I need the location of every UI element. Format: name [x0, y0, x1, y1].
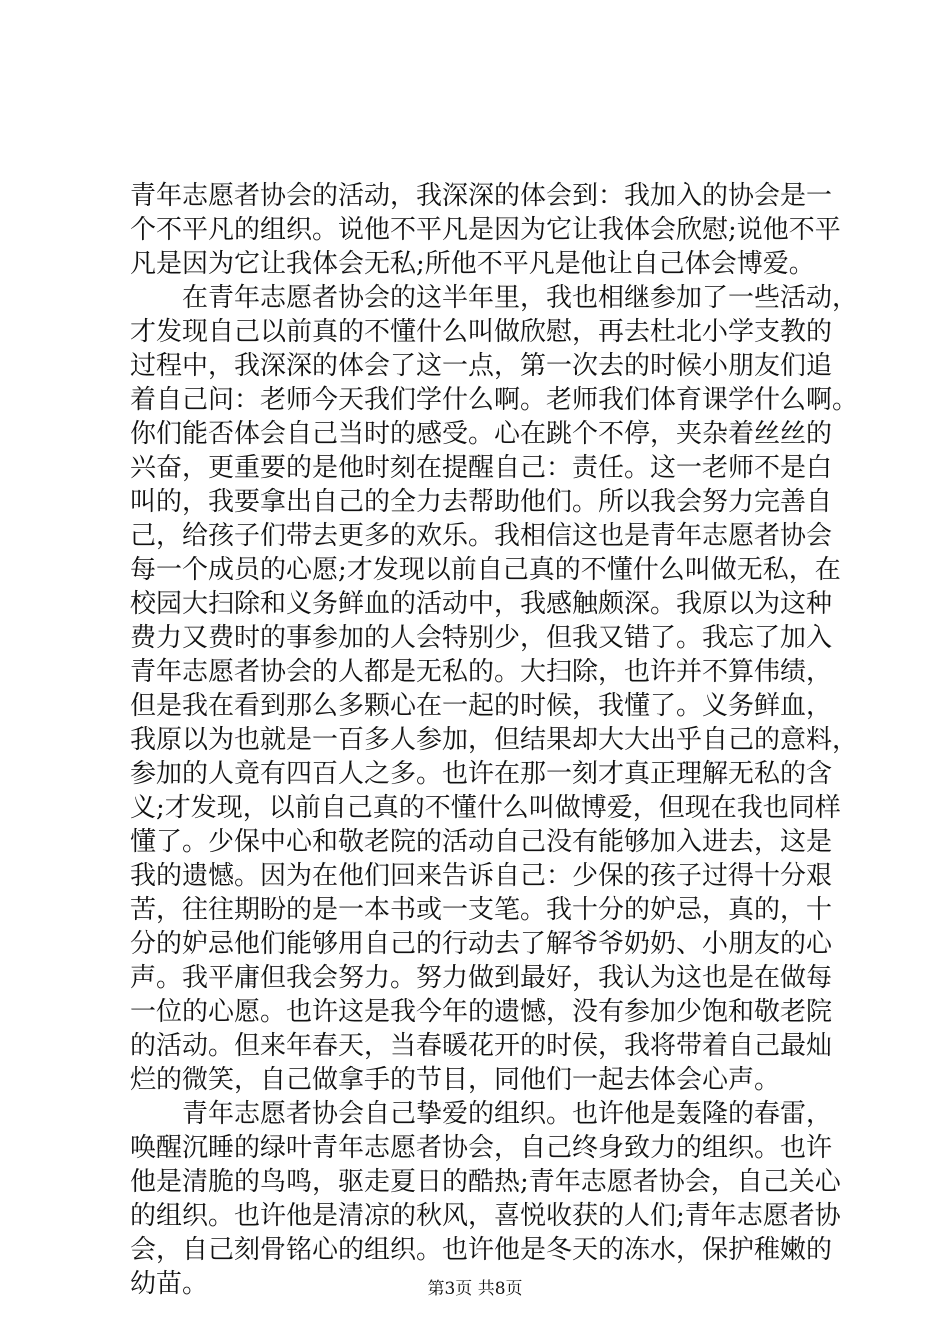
text-line: 懂了。少保中心和敬老院的活动自己没有能够加入进去，这是 — [130, 827, 833, 857]
page-footer: 第3页 共8页 — [427, 1279, 523, 1299]
text-line: 幼苗。 — [130, 1269, 209, 1299]
text-line: 己，给孩子们带去更多的欢乐。我相信这也是青年志愿者协会 — [130, 521, 833, 551]
text-line: 费力又费时的事参加的人会特别少，但我又错了。我忘了加入 — [130, 623, 833, 653]
text-line: 苦，往往期盼的是一本书或一支笔。我十分的妒忌，真的，十 — [130, 895, 833, 925]
text-line: 每一个成员的心愿;才发现以前自己真的不懂什么叫做无私，在 — [130, 555, 841, 585]
text-line: 校园大扫除和义务鲜血的活动中，我感触颇深。我原以为这种 — [130, 589, 833, 619]
text-line: 青年志愿者协会自己挚爱的组织。也许他是轰隆的春雷， — [130, 1099, 833, 1129]
text-line: 一位的心愿。也许这是我今年的遗憾，没有参加少饱和敬老院 — [130, 997, 833, 1027]
text-line: 义;才发现，以前自己真的不懂什么叫做博爱，但现在我也同样 — [130, 793, 841, 823]
text-line: 会，自己刻骨铭心的组织。也许他是冬天的冻水，保护稚嫩的 — [130, 1235, 833, 1265]
text-line: 凡是因为它让我体会无私;所他不平凡是他让自己体会博爱。 — [130, 249, 815, 279]
text-line: 分的妒忌他们能够用自己的行动去了解爷爷奶奶、小朋友的心 — [130, 929, 833, 959]
text-line: 参加的人竟有四百人之多。也许在那一刻才真正理解无私的含 — [130, 759, 833, 789]
text-line: 才发现自己以前真的不懂什么叫做欣慰，再去杜北小学支教的 — [130, 317, 833, 347]
text-line: 你们能否体会自己当时的感受。心在跳个不停，夹杂着丝丝的 — [130, 419, 833, 449]
text-line: 在青年志愿者协会的这半年里，我也相继参加了一些活动， — [130, 283, 859, 313]
text-line: 唤醒沉睡的绿叶青年志愿者协会，自己终身致力的组织。也许 — [130, 1133, 833, 1163]
text-line: 但是我在看到那么多颗心在一起的时候，我懂了。义务鲜血， — [130, 691, 833, 721]
text-line: 兴奋，更重要的是他时刻在提醒自己：责任。这一老师不是白 — [130, 453, 833, 483]
text-line: 青年志愿者协会的活动，我深深的体会到：我加入的协会是一 — [130, 181, 833, 211]
text-line: 我的遗憾。因为在他们回来告诉自己：少保的孩子过得十分艰 — [130, 861, 833, 891]
text-line: 个不平凡的组织。说他不平凡是因为它让我体会欣慰;说他不平 — [130, 215, 841, 245]
text-line: 声。我平庸但我会努力。努力做到最好，我认为这也是在做每 — [130, 963, 833, 993]
text-line: 的组织。也许他是清凉的秋风，喜悦收获的人们;青年志愿者协 — [130, 1201, 841, 1231]
text-line: 青年志愿者协会的人都是无私的。大扫除，也许并不算伟绩， — [130, 657, 833, 687]
body-text — [130, 179, 859, 1301]
text-line: 的活动。但来年春天，当春暖花开的时侯，我将带着自己最灿 — [130, 1031, 833, 1061]
text-line: 过程中，我深深的体会了这一点，第一次去的时候小朋友们追 — [130, 351, 833, 381]
text-line: 叫的，我要拿出自己的全力去帮助他们。所以我会努力完善自 — [130, 487, 833, 517]
text-line: 我原以为也就是一百多人参加，但结果却大大出乎自己的意料， — [130, 725, 859, 755]
text-line: 他是清脆的鸟鸣，驱走夏日的酷热;青年志愿者协会，自己关心 — [130, 1167, 841, 1197]
text-line: 着自己问：老师今天我们学什么啊。老师我们体育课学什么啊。 — [130, 385, 859, 415]
text-line: 烂的微笑，自己做拿手的节目，同他们一起去体会心声。 — [130, 1065, 781, 1095]
